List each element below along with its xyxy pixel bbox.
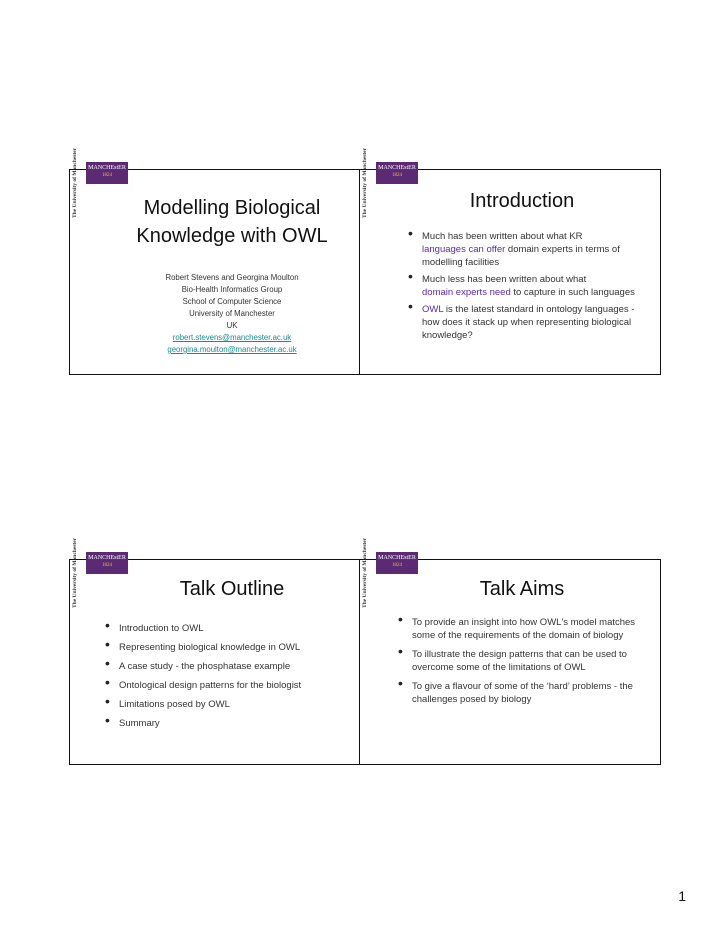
country: UK (226, 321, 238, 330)
author-block (100, 272, 364, 356)
university-vertical-logo: The University of Manchester (362, 147, 368, 218)
bullet-item: • Introduction to OWL (105, 622, 360, 635)
slide-title-heading: Modelling Biological Knowledge with OWL (136, 197, 328, 247)
bullet-item: • OWL is the latest standard in ontology languages - how does it stack up when representing biological knowledge? (408, 303, 648, 342)
university-vertical-logo: The University of Manchester (362, 537, 368, 608)
email-link-2[interactable]: georgina.moulton@manchester.ac.uk (167, 345, 297, 354)
slide-talk-outline (69, 537, 371, 765)
bullet-list (105, 622, 360, 736)
email-link-1[interactable]: robert.stevens@manchester.ac.uk (172, 333, 292, 342)
university-logo: MANCHEstER 1824 (86, 162, 128, 184)
bullet-item: • Much has been written about what KR languages can offer domain experts in terms of modelling facilities (408, 230, 648, 269)
bullet-item: • Ontological design patterns for the biologist (105, 679, 360, 692)
slide-introduction (359, 147, 661, 375)
group: Bio-Health Informatics Group (181, 285, 283, 294)
university-vertical-logo: The University of Manchester (72, 537, 78, 608)
bullet-item: • To illustrate the design patterns that can be used to overcome some of the limitations of OWL (398, 648, 648, 674)
school: School of Computer Science (182, 297, 282, 306)
university-logo: MANCHEstER 1824 (376, 552, 418, 574)
slide-title (69, 147, 371, 375)
bullet-item: • Much less has been written about what domain experts need to capture in such languages (408, 273, 648, 299)
slide-heading: Talk Outline (179, 578, 285, 600)
bullet-item: • To provide an insight into how OWL's model matches some of the requirements of the domain of biology (398, 616, 648, 642)
slide-heading: Talk Aims (479, 578, 565, 600)
university-logo: MANCHEstER 1824 (86, 552, 128, 574)
bullet-list (398, 616, 648, 712)
university-logo: MANCHEstER 1824 (376, 162, 418, 184)
slide-heading: Introduction (469, 190, 575, 212)
page-number: 1 (678, 888, 686, 904)
authors: Robert Stevens and Georgina Moulton (165, 273, 299, 282)
bullet-list (408, 230, 648, 346)
slide-talk-aims (359, 537, 661, 765)
bullet-item: • Limitations posed by OWL (105, 698, 360, 711)
bullet-item: • Summary (105, 717, 360, 730)
bullet-item: • Representing biological knowledge in OWL (105, 641, 360, 654)
bullet-item: • To give a flavour of some of the ‘hard’ problems - the challenges posed by biology (398, 680, 648, 706)
university-vertical-logo: The University of Manchester (72, 147, 78, 218)
university: University of Manchester (189, 309, 275, 318)
bullet-item: • A case study - the phosphatase example (105, 660, 360, 673)
